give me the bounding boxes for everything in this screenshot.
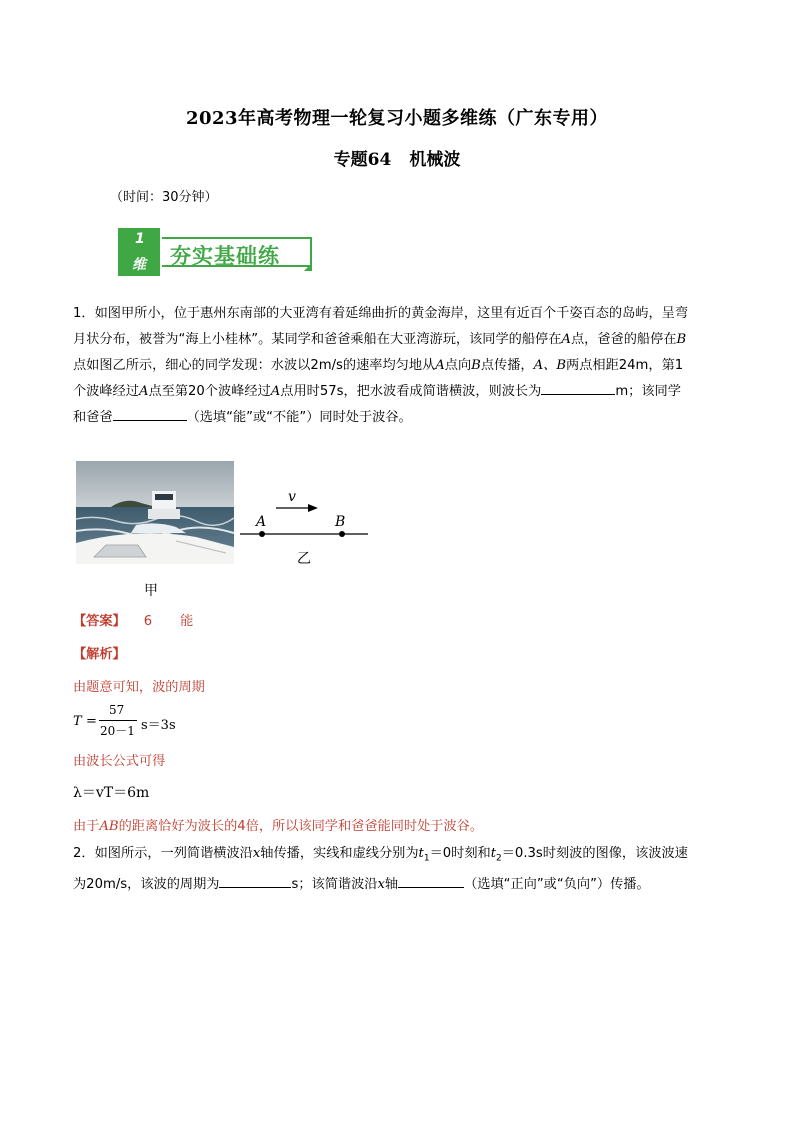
time-limit: （时间：30分钟） (110, 190, 218, 205)
velocity-label: v (288, 489, 296, 505)
velocity-arrow-head (308, 504, 318, 512)
subtitle-number: 专题64 (333, 150, 392, 170)
section-badge (118, 228, 318, 276)
answer-blank-2[interactable] (113, 406, 187, 421)
q1-line-3: 点如图乙所示，细心的同学发现：水波以2m/s的速率均匀地从A点向B点传播，A、B两点相距24m，第1 (73, 358, 684, 373)
page-title: 2023年高考物理一轮复习小题多维练（广东专用） (185, 108, 609, 129)
badge-number-top: 1 (135, 231, 145, 247)
q1-line-2: 月状分布，被誉为“海上小桂林”。某同学和爸爸乘船在大亚湾游玩，该同学的船停在A点，爸爸的船停在B (73, 332, 687, 347)
point-a-dot (259, 531, 265, 537)
figure-caption-yi: 乙 (297, 551, 311, 567)
question-1 (73, 301, 721, 431)
q1-line-4: 个波峰经过A点至第20个波峰经过A点用时57s，把水波看成简谐横波，则波长为 m；该同学 (73, 379, 721, 405)
subtitle-name: 机械波 (409, 150, 461, 170)
answer-1 (73, 610, 193, 629)
question-2 (73, 841, 721, 898)
fraction-bar (99, 720, 137, 721)
fraction-numerator: 57 (109, 703, 125, 717)
answer-blank-1[interactable] (541, 380, 615, 395)
analysis-line-3: 由于AB的距离恰好为波长的4倍，所以该同学和爸爸能同时处于波谷。 (73, 819, 484, 834)
boat-photo-image (76, 461, 234, 564)
badge-corner-triangle (304, 263, 312, 271)
analysis-line-1: 由题意可知，波的周期 (73, 680, 205, 695)
q2-line-1: 2．如图所示，一列简谐横波沿x轴传播，实线和虚线分别为$t_1=0$时刻和$t_2=0.3s$时刻波的图像，该波波速 (73, 846, 688, 864)
analysis-line-2: 由波长公式可得 (73, 754, 166, 769)
point-a-label: A (256, 514, 267, 530)
badge-label-text: 夯实基础练 (170, 244, 280, 268)
badge-number-bottom: 维 (132, 257, 146, 273)
point-b-dot (339, 531, 345, 537)
badge-number (118, 228, 160, 276)
badge-label (162, 237, 312, 267)
wave-diagram (238, 486, 372, 568)
answer-value-1: 6 (143, 614, 153, 629)
document-page: 2023年高考物理一轮复习小题多维练（广东专用） 专题64 机械波 （时间：30分钟） 1 维 夯实基础练 1．如图甲所小，位于惠州东南部的大亚湾有着延绵曲折的黄金海岸，这里有近百个千姿百态的岛屿，呈弯 月状分布，被誉为“海上小桂林”。某同学和爸爸乘船在大亚湾游玩，该同学的船停在A点，爸爸的船停在B 点如图乙所示，细心的同学发现：水波以2m/s的速率均匀地从A点向B点传播，A、B两点相距24m，第1 个波峰经过A点至第20个波峰经过A点用时57s，把水波看成简谐横波，则波长为 m；该同学 和爸爸 （选填“能”或“不能”）同时处于波谷。 甲 v A B 乙 【答案】 6 能 【解析】 由题意可知，波的周期 T = 57 20－1 s＝3s 由波长公式可得 λ＝vT＝6m 由于AB的距离恰好为波长的4倍，所以该同学和爸爸能同时处于波谷。 2．如图所示，一列简谐横波沿x轴传播，实线和虚线分别为$t_1=0$时刻和$t_2=0.3s$时刻波的图像，该波波速 为20m/s，该波的周期为 s；该简谐波沿x轴 （选填“正向”或“负向”）传播。 (0, 0, 794, 1123)
q2-line-2: 为20m/s，该波的周期为 s；该简谐波沿x轴 （选填“正向”或“负向”）传播。 (73, 872, 721, 898)
answer-label: 【答案】 (73, 614, 126, 629)
answer-value-2: 能 (180, 614, 194, 629)
fraction-denominator: 20－1 (100, 724, 135, 738)
answer-blank-4[interactable] (398, 873, 464, 888)
boat-photo (76, 461, 234, 564)
period-result: s＝3s (141, 718, 176, 733)
wave-diagram-svg (238, 486, 372, 568)
analysis-label: 【解析】 (73, 647, 126, 662)
q1-line-1: 1．如图甲所小，位于惠州东南部的大亚湾有着延绵曲折的黄金海岸，这里有近百个千姿百态的岛屿，呈弯 (73, 306, 689, 321)
point-b-label: B (335, 514, 346, 530)
page-subtitle (0, 145, 794, 170)
q1-line-5: 和爸爸 （选填“能”或“不能”）同时处于波谷。 (73, 405, 721, 431)
answer-blank-3[interactable] (219, 873, 291, 888)
wavelength-formula: λ＝vT＝6m (73, 785, 150, 801)
figure-caption-jia: 甲 (144, 583, 158, 599)
